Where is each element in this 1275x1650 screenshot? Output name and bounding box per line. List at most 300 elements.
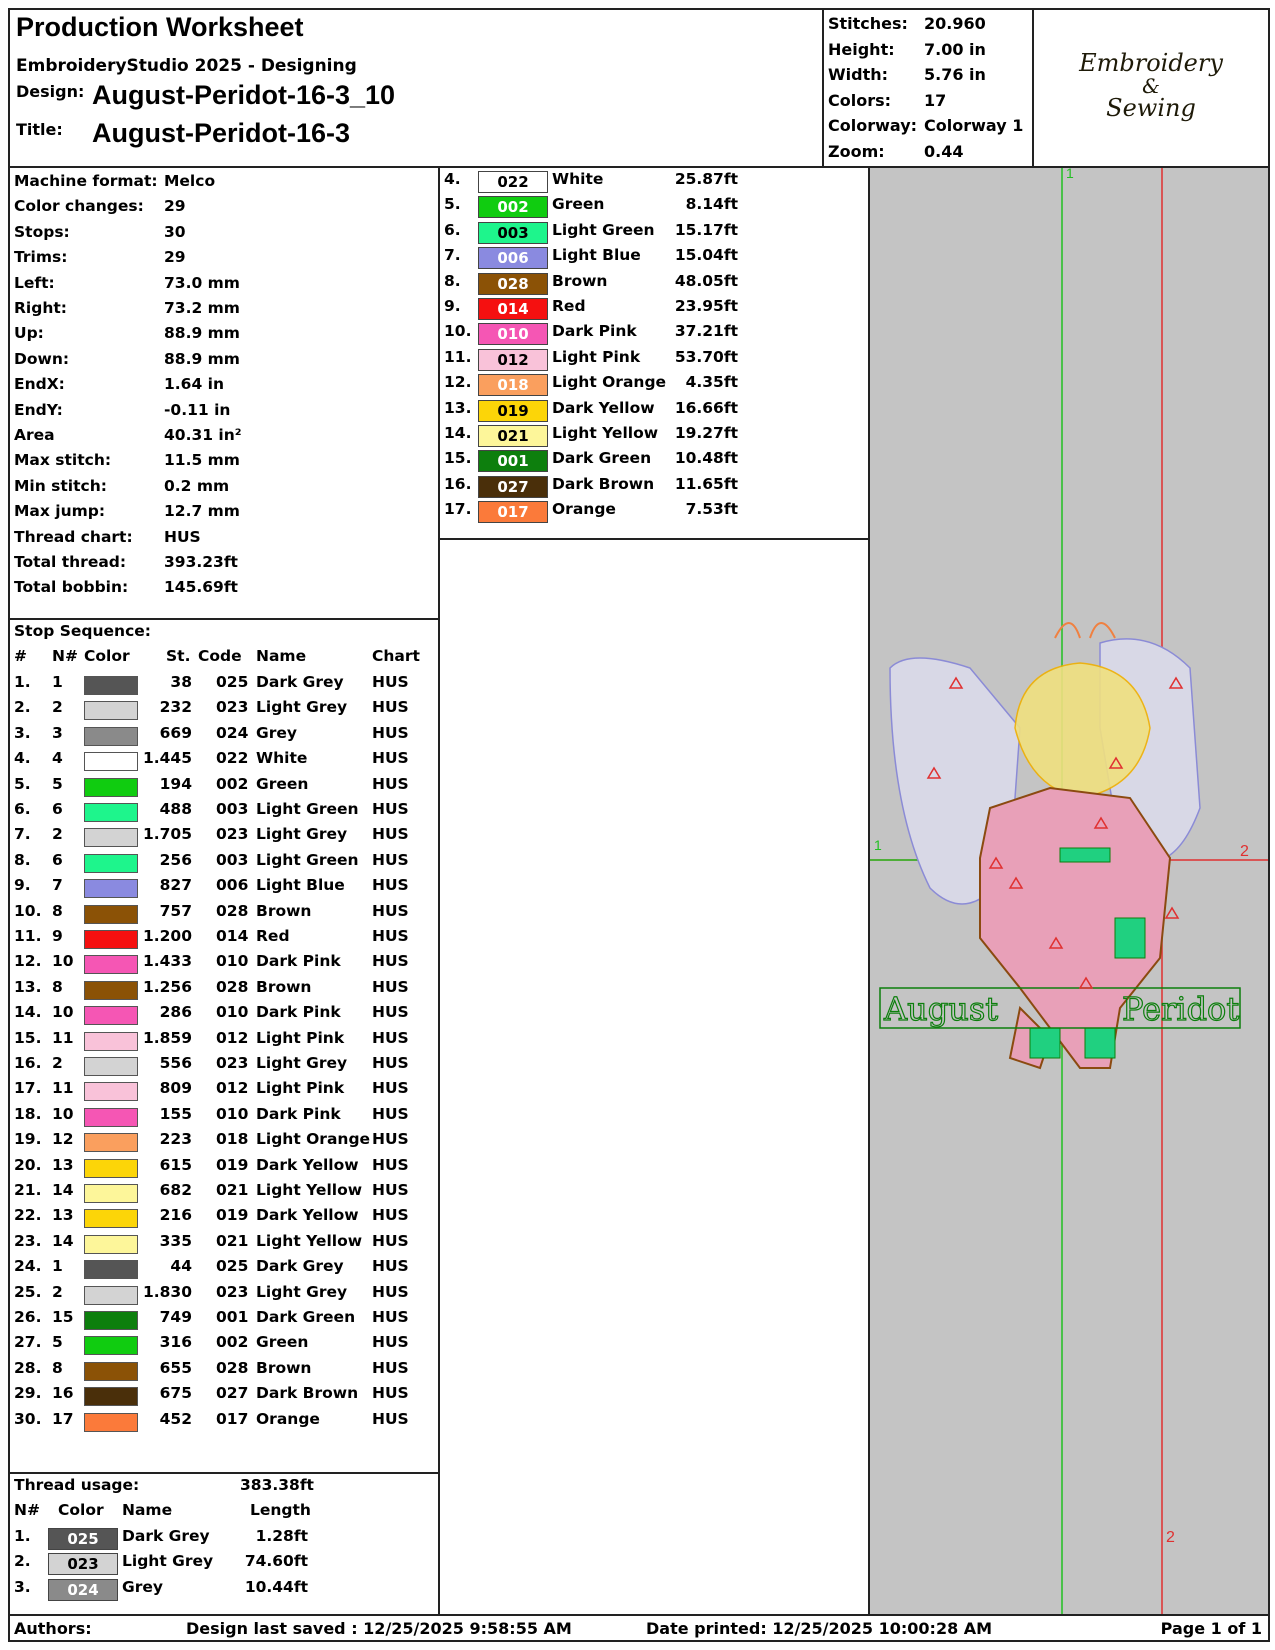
stop-index: 21.	[14, 1181, 42, 1199]
colorway-name: Green	[552, 195, 605, 214]
colorway-name: Dark Yellow	[552, 398, 655, 417]
summary-label: Right:	[14, 299, 67, 317]
color-swatch	[84, 1362, 138, 1381]
color-chip: 012	[478, 349, 548, 371]
stop-needle: 13	[52, 1155, 74, 1174]
stop-chart: HUS	[372, 977, 409, 996]
stop-row	[10, 1054, 438, 1080]
stop-index: 15.	[14, 1028, 42, 1047]
col-length: Length	[250, 1501, 311, 1519]
col-color: Color	[84, 647, 130, 665]
stop-code: 019	[216, 1155, 249, 1174]
stop-code: 023	[216, 825, 249, 844]
stop-name: Brown	[256, 901, 312, 920]
software-name: EmbroideryStudio 2025 - Designing	[16, 56, 357, 76]
design-summary	[8, 166, 440, 620]
stop-stitches: 1.445	[142, 749, 192, 768]
stop-code: 023	[216, 1282, 249, 1301]
color-chip: 006	[478, 247, 548, 269]
usage-needle: 1.	[14, 1527, 31, 1545]
colorway-row	[440, 170, 868, 196]
stop-stitches: 1.705	[142, 825, 192, 844]
summary-label: Total bobbin:	[14, 578, 129, 597]
color-swatch	[84, 1082, 138, 1101]
usage-length: 74.60ft	[244, 1552, 308, 1571]
col-needle: N#	[14, 1501, 40, 1519]
stop-needle: 1	[52, 673, 63, 691]
guide-label: 2	[1240, 843, 1249, 860]
color-swatch	[84, 1133, 138, 1152]
stop-needle: 14	[52, 1231, 74, 1250]
stop-chart: HUS	[372, 1333, 409, 1352]
stop-row	[10, 902, 438, 928]
colorway-name: Light Orange	[552, 373, 667, 392]
stop-row	[10, 825, 438, 851]
stop-needle: 8	[52, 977, 63, 996]
fairy-shoe-right	[1085, 1028, 1115, 1058]
colorway-name: Dark Brown	[552, 474, 655, 493]
stop-code: 003	[216, 800, 249, 818]
stop-name: Light Grey	[256, 1282, 348, 1301]
stop-chart: HUS	[372, 723, 409, 742]
stop-index: 9.	[14, 876, 31, 895]
color-chip: 018	[478, 374, 548, 396]
stop-name: Light Orange	[256, 1130, 371, 1149]
colorway-name: Light Green	[552, 220, 655, 239]
stop-name: Light Blue	[256, 876, 345, 895]
color-swatch	[84, 1311, 138, 1330]
stop-code: 001	[216, 1308, 249, 1326]
stop-code: 012	[216, 1079, 249, 1098]
stop-code: 003	[216, 850, 249, 869]
stop-row	[10, 1257, 438, 1283]
colorway-name: Light Blue	[552, 246, 641, 265]
col-index: #	[14, 647, 27, 665]
summary-label: Total thread:	[14, 553, 127, 571]
stop-chart: HUS	[372, 1003, 409, 1022]
fairy-antenna	[1055, 623, 1115, 638]
colorway-row	[440, 221, 868, 247]
stop-stitches: 1.830	[142, 1282, 192, 1301]
thread-usage-title: Thread usage:	[14, 1476, 140, 1494]
stop-name: Dark Grey	[256, 673, 344, 691]
stop-index: 29.	[14, 1384, 42, 1403]
stop-chart: HUS	[372, 1358, 409, 1377]
colorway-needle: 11.	[444, 347, 472, 366]
colorway-name: Light Yellow	[552, 424, 659, 442]
stop-chart: HUS	[372, 876, 409, 895]
color-chip: 002	[478, 196, 548, 218]
stat-label: Zoom:	[828, 141, 885, 161]
stop-name: Dark Yellow	[256, 1155, 359, 1174]
stop-chart: HUS	[372, 927, 409, 945]
stop-needle: 15	[52, 1308, 74, 1326]
color-swatch	[84, 905, 138, 924]
stop-index: 16.	[14, 1054, 42, 1072]
color-swatch	[84, 1184, 138, 1203]
stop-needle: 7	[52, 876, 63, 895]
summary-value: 88.9 mm	[164, 349, 240, 368]
stat-value: 0.44	[924, 141, 964, 161]
colorway-row	[440, 272, 868, 298]
summary-value: Melco	[164, 172, 216, 190]
stop-needle: 10	[52, 1003, 74, 1022]
stop-stitches: 556	[159, 1054, 192, 1072]
stop-name: Dark Grey	[256, 1257, 344, 1276]
stop-code: 027	[216, 1384, 249, 1403]
stop-sequence	[8, 618, 440, 1474]
stop-chart: HUS	[372, 952, 409, 971]
stop-needle: 6	[52, 800, 63, 818]
stop-code: 024	[216, 723, 249, 742]
usage-needle: 2.	[14, 1552, 31, 1571]
colorway-length: 16.66ft	[674, 398, 738, 417]
color-swatch	[84, 1006, 138, 1025]
stop-index: 25.	[14, 1282, 42, 1301]
colorway-row	[440, 195, 868, 221]
usage-length: 10.44ft	[244, 1577, 308, 1596]
stop-chart: HUS	[372, 800, 409, 818]
colorway-needle: 12.	[444, 373, 472, 392]
summary-value: 145.69ft	[164, 578, 238, 597]
stop-index: 17.	[14, 1079, 42, 1098]
stop-chart: HUS	[372, 1308, 409, 1326]
colorway-name: White	[552, 170, 604, 188]
stop-code: 010	[216, 1003, 249, 1022]
usage-row	[10, 1527, 438, 1553]
colorway-length: 10.48ft	[674, 449, 738, 468]
stop-name: Light Grey	[256, 825, 348, 844]
stat-value: 5.76 in	[924, 65, 986, 84]
stop-needle: 10	[52, 952, 74, 971]
colorway-row	[440, 297, 868, 323]
summary-row	[14, 451, 240, 470]
stop-row	[10, 724, 438, 750]
stop-code: 010	[216, 952, 249, 971]
summary-label: Machine format:	[14, 172, 158, 190]
stop-name: Light Yellow	[256, 1231, 363, 1250]
colorway-list	[438, 166, 870, 540]
colorway-needle: 16.	[444, 474, 472, 493]
stop-stitches: 256	[159, 850, 192, 869]
color-swatch	[84, 1413, 138, 1432]
design-stats	[824, 10, 1034, 166]
thread-usage	[8, 1472, 440, 1616]
stop-needle: 2	[52, 1282, 63, 1301]
stop-name: Light Pink	[256, 1028, 345, 1047]
color-chip: 010	[478, 323, 548, 345]
summary-value: 12.7 mm	[164, 502, 240, 521]
summary-value: 1.64 in	[164, 375, 224, 394]
colorway-length: 7.53ft	[685, 500, 738, 519]
stop-index: 11.	[14, 927, 42, 945]
stop-index: 3.	[14, 723, 31, 742]
color-swatch	[84, 1336, 138, 1355]
usage-name: Light Grey	[122, 1552, 214, 1571]
colorway-needle: 4.	[444, 170, 461, 188]
summary-row	[14, 273, 240, 292]
color-swatch	[84, 1286, 138, 1305]
colorway-name: Red	[552, 297, 586, 315]
stop-index: 28.	[14, 1358, 42, 1377]
colorway-needle: 14.	[444, 424, 472, 442]
stop-needle: 12	[52, 1130, 74, 1149]
stop-needle: 11	[52, 1079, 74, 1098]
color-swatch	[84, 701, 138, 720]
summary-label: Thread chart:	[14, 527, 133, 546]
title-value: August-Peridot-16-3	[92, 118, 351, 148]
stop-index: 1.	[14, 673, 31, 691]
color-swatch	[84, 752, 138, 771]
guide-label: 1	[1066, 168, 1074, 181]
stop-name: Orange	[256, 1409, 320, 1428]
summary-value: 88.9 mm	[164, 324, 240, 343]
stop-row	[10, 851, 438, 877]
colorway-row	[440, 348, 868, 374]
stop-chart: HUS	[372, 1384, 409, 1403]
stop-code: 028	[216, 901, 249, 920]
stop-stitches: 615	[159, 1155, 192, 1174]
stop-needle: 2	[52, 1054, 63, 1072]
stop-code: 010	[216, 1104, 249, 1123]
stop-index: 4.	[14, 749, 31, 768]
colorway-length: 15.04ft	[674, 246, 738, 265]
stop-chart: HUS	[372, 1054, 409, 1072]
summary-label: Color changes:	[14, 197, 144, 216]
design-preview	[868, 166, 1270, 1616]
stop-name: Dark Pink	[256, 1104, 341, 1123]
summary-row	[14, 197, 186, 216]
stop-code: 017	[216, 1409, 249, 1428]
stat-value: 7.00 in	[924, 39, 986, 59]
summary-label: Max stitch:	[14, 451, 112, 470]
header-info	[10, 10, 824, 166]
usage-length: 1.28ft	[255, 1527, 308, 1545]
colorway-needle: 8.	[444, 271, 461, 290]
colorway-row	[440, 424, 868, 450]
summary-label: EndY:	[14, 400, 63, 419]
stat-value: 20.960	[924, 14, 986, 33]
stop-chart: HUS	[372, 1181, 409, 1199]
summary-label: Stops:	[14, 222, 70, 241]
stop-chart: HUS	[372, 1206, 409, 1225]
colorway-length: 11.65ft	[674, 474, 738, 493]
stop-name: Dark Pink	[256, 952, 341, 971]
stop-code: 028	[216, 1358, 249, 1377]
usage-name: Grey	[122, 1577, 163, 1596]
stop-row	[10, 1105, 438, 1131]
color-swatch	[84, 854, 138, 873]
stop-name: Dark Brown	[256, 1384, 359, 1403]
usage-needle: 3.	[14, 1577, 31, 1596]
summary-value: 73.2 mm	[164, 299, 240, 317]
stop-index: 6.	[14, 800, 31, 818]
stop-index: 10.	[14, 901, 42, 920]
summary-label: EndX:	[14, 375, 65, 394]
color-swatch	[84, 828, 138, 847]
fairy-belt	[1060, 848, 1110, 862]
stop-name: Light Grey	[256, 1054, 348, 1072]
stop-code: 018	[216, 1130, 249, 1149]
color-swatch	[84, 1387, 138, 1406]
stop-name: Green	[256, 1333, 309, 1352]
colorway-row	[440, 399, 868, 425]
fairy-hand	[1115, 918, 1145, 958]
usage-name: Dark Grey	[122, 1527, 210, 1545]
summary-value: 393.23ft	[164, 553, 238, 571]
col-chart: Chart	[372, 647, 420, 665]
title-label: Title:	[16, 120, 63, 139]
stop-row	[10, 1384, 438, 1410]
stop-stitches: 194	[159, 774, 192, 793]
colorway-name: Light Pink	[552, 347, 641, 366]
color-swatch	[84, 981, 138, 1000]
stop-row	[10, 1410, 438, 1436]
stop-chart: HUS	[372, 1079, 409, 1098]
stop-stitches: 316	[159, 1333, 192, 1352]
stop-code: 025	[216, 1257, 249, 1276]
color-chip: 022	[478, 171, 548, 193]
summary-value: 29	[164, 248, 186, 267]
summary-label: Max jump:	[14, 502, 106, 521]
colorway-needle: 5.	[444, 195, 461, 214]
summary-value: 11.5 mm	[164, 451, 240, 470]
stop-needle: 2	[52, 825, 63, 844]
stop-stitches: 44	[170, 1257, 192, 1276]
stop-code: 023	[216, 698, 249, 717]
stop-row	[10, 749, 438, 775]
stop-chart: HUS	[372, 901, 409, 920]
stop-row	[10, 1156, 438, 1182]
stop-needle: 16	[52, 1384, 74, 1403]
stop-needle: 3	[52, 723, 63, 742]
colorway-row	[440, 373, 868, 399]
stop-row	[10, 1079, 438, 1105]
stop-row	[10, 1029, 438, 1055]
stop-chart: HUS	[372, 1231, 409, 1250]
stop-row	[10, 1206, 438, 1232]
stop-stitches: 488	[159, 800, 192, 818]
colorway-needle: 6.	[444, 220, 461, 239]
stop-row	[10, 952, 438, 978]
thread-usage-total: 383.38ft	[240, 1476, 314, 1494]
colorway-needle: 15.	[444, 449, 472, 468]
summary-row	[14, 553, 238, 571]
stop-index: 8.	[14, 850, 31, 869]
stop-name: Dark Yellow	[256, 1206, 359, 1225]
stop-chart: HUS	[372, 673, 409, 691]
stop-index: 2.	[14, 698, 31, 717]
summary-row	[14, 375, 224, 394]
stat-label: Colorway:	[828, 116, 918, 135]
stop-stitches: 38	[170, 673, 192, 691]
stop-needle: 11	[52, 1028, 74, 1047]
col-stitches: St.	[166, 647, 191, 665]
col-color: Color	[58, 1501, 104, 1519]
colorway-length: 37.21ft	[674, 322, 738, 341]
color-swatch	[84, 879, 138, 898]
date-printed: Date printed: 12/25/2025 10:00:28 AM	[646, 1619, 993, 1638]
empty-panel	[438, 538, 870, 1616]
stop-row	[10, 1181, 438, 1207]
summary-row	[14, 222, 186, 241]
stop-index: 14.	[14, 1003, 42, 1022]
summary-value: 29	[164, 197, 186, 216]
stop-code: 022	[216, 749, 249, 768]
summary-row	[14, 349, 240, 368]
color-chip: 017	[478, 501, 548, 523]
colorway-row	[440, 246, 868, 272]
summary-value: 40.31 in²	[164, 426, 242, 444]
stop-name: Red	[256, 927, 290, 945]
stop-row	[10, 698, 438, 724]
stop-stitches: 1.256	[142, 977, 192, 996]
page-title: Production Worksheet	[16, 12, 304, 42]
stop-row	[10, 673, 438, 699]
authors-label: Authors:	[14, 1619, 92, 1638]
usage-row	[10, 1578, 438, 1604]
colorway-row	[440, 500, 868, 526]
stop-needle: 1	[52, 1257, 63, 1276]
colorway-needle: 9.	[444, 297, 461, 315]
summary-label: Area	[14, 426, 55, 444]
color-chip: 003	[478, 222, 548, 244]
stop-code: 028	[216, 977, 249, 996]
stop-name: White	[256, 749, 308, 768]
stop-needle: 6	[52, 850, 63, 869]
stop-name: Light Green	[256, 850, 359, 869]
colorway-row	[440, 322, 868, 348]
color-swatch	[84, 930, 138, 949]
summary-label: Min stitch:	[14, 476, 107, 495]
col-name: Name	[256, 647, 307, 665]
color-chip: 014	[478, 298, 548, 320]
stop-name: Brown	[256, 977, 312, 996]
colorway-needle: 17.	[444, 500, 472, 519]
stop-needle: 8	[52, 901, 63, 920]
stop-stitches: 827	[159, 876, 192, 895]
summary-value: 30	[164, 222, 186, 241]
stop-row	[10, 927, 438, 953]
stop-code: 025	[216, 673, 249, 691]
stop-needle: 10	[52, 1104, 74, 1123]
stop-code: 014	[216, 927, 249, 945]
stop-needle: 14	[52, 1181, 74, 1199]
stop-stitches: 675	[159, 1384, 192, 1403]
stop-stitches: 1.200	[142, 927, 192, 945]
summary-label: Left:	[14, 273, 55, 292]
page-number: Page 1 of 1	[1160, 1619, 1262, 1638]
summary-row	[14, 248, 186, 267]
summary-row	[14, 172, 216, 190]
color-chip: 021	[478, 425, 548, 447]
colorway-length: 4.35ft	[685, 373, 738, 392]
banner-text-left: August	[884, 990, 999, 1028]
color-chip: 027	[478, 476, 548, 498]
stop-needle: 4	[52, 749, 63, 768]
stop-stitches: 335	[159, 1231, 192, 1250]
color-swatch	[84, 1057, 138, 1076]
last-saved: Design last saved : 12/25/2025 9:58:55 AM	[186, 1619, 572, 1638]
color-swatch	[84, 1209, 138, 1228]
color-swatch	[84, 955, 138, 974]
stop-name: Dark Pink	[256, 1003, 341, 1022]
summary-row	[14, 476, 230, 495]
stop-needle: 17	[52, 1409, 74, 1428]
stop-name: Dark Green	[256, 1308, 356, 1326]
colorway-name: Dark Green	[552, 449, 652, 468]
color-swatch	[84, 1159, 138, 1178]
